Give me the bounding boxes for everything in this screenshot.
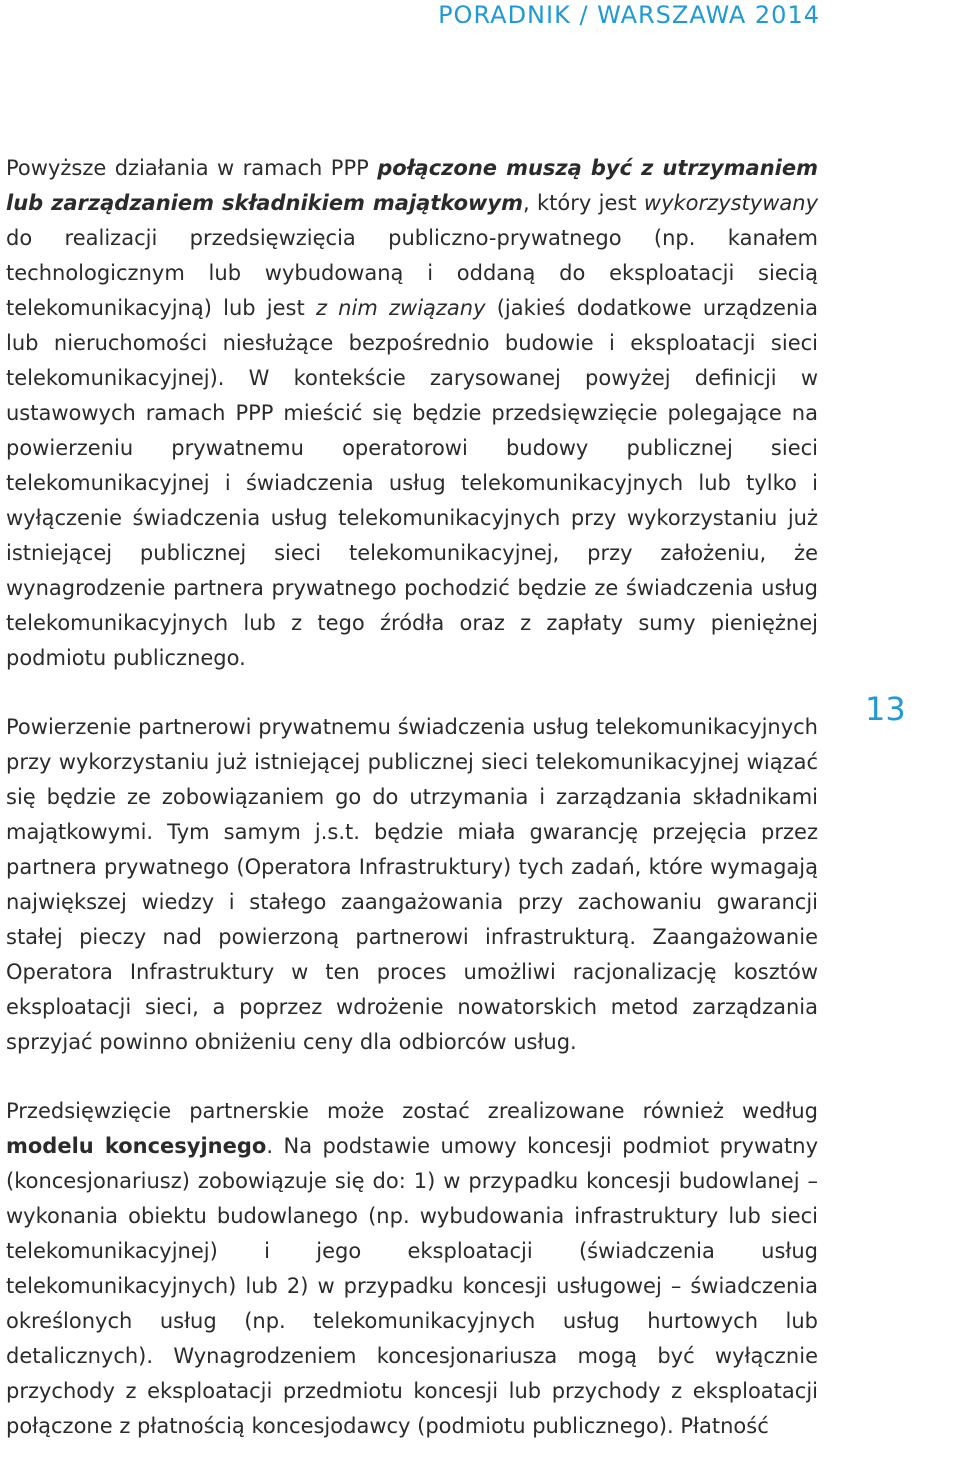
paragraph-ppp-definition	[6, 151, 818, 676]
text-run: Powyższe działania w ramach PPP	[6, 156, 378, 180]
text-run: . Na podstawie umowy koncesji podmiot prywatny (koncesjonariusz) zobowiązuje się do: 1) w przypadku koncesji budowlanej – wykonania obiektu budowlanego (np. wybudowania infrastruktury lub sieci telekomunikacyjnej) i jego eksploatacji (świadczenia usług telekomunikacyjnych) lub 2) w przypadku koncesji usługowej – świadczenia określonych usług (np. telekomunikacyjnych usług hurtowych lub detalicznych). Wynagrodzeniem koncesjonariusza mogą być wyłącznie przychody z eksploatacji przedmiotu koncesji lub przychody z eksploatacji połączone z płatnością koncesjodawcy (podmiotu publicznego). Płatność	[6, 1134, 818, 1438]
italic-emphasis: wykorzystywany	[643, 191, 819, 215]
text-run: , który jest	[523, 191, 644, 215]
bold-italic-emphasis: połączone muszą być z utrzymaniem lub zarządzaniem składnikiem majątkowym	[6, 156, 819, 215]
running-header: PORADNIK / WARSZAWA 2014	[438, 1, 820, 29]
bold-emphasis: modelu koncesyjnego	[6, 1134, 267, 1158]
body-text	[6, 151, 818, 1478]
paragraph-operator: Powierzenie partnerowi prywatnemu świadczenia usług telekomunikacyjnych przy wykorzystaniu już istniejącej publicznej sieci telekomunikacyjnej wiązać się będzie ze zobowiązaniem go do utrzymania i zarządzania składnikami majątkowymi. Tym samym j.s.t. będzie miała gwarancję przejęcia przez partnera prywatnego (Operatora Infrastruktury) tych zadań, które wymagają największej wiedzy i stałego zaangażowania przy zachowaniu gwarancji stałej pieczy nad powierzoną partnerowi infrastrukturą. Zaangażowanie Operatora Infrastruktury w ten proces umożliwi racjonalizację kosztów eksploatacji sieci, a poprzez wdrożenie nowatorskich metod zarządzania sprzyjać powinno obniżeniu ceny dla odbiorców usług.	[6, 715, 818, 1054]
page-number: 13	[865, 690, 906, 728]
text-run: Przedsięwzięcie partnerskie może zostać zrealizowane również według	[6, 1099, 818, 1123]
text-run: (jakieś dodatkowe urządzenia lub nieruchomości niesłużące bezpośrednio budowie i eksploatacji sieci telekomunikacyjnej). W kontekście zarysowanej powyżej definicji w ustawowych ramach PPP mieścić się będzie przedsięwzięcie polegające na powierzeniu prywatnemu operatorowi budowy publicznej sieci telekomunikacyjnej i świadczenia usług telekomunikacyjnych lub tylko i wyłączenie świadczenia usług telekomunikacyjnych przy wykorzystaniu już istniejącej publicznej sieci telekomunikacyjnej, przy założeniu, że wynagrodzenie partnera prywatnego pochodzić będzie ze świadczenia usług telekomunikacyjnych lub z tego źródła oraz z zapłaty sumy pieniężnej podmiotu publicznego.	[6, 296, 818, 670]
italic-emphasis: z nim związany	[315, 296, 486, 320]
paragraph-concession	[6, 1094, 818, 1444]
text-run: do realizacji przedsięwzięcia publiczno-prywatnego (np. kanałem technologicznym lub wybudowaną i oddaną do eksploatacji siecią telekomunikacyjną) lub jest	[6, 226, 818, 320]
